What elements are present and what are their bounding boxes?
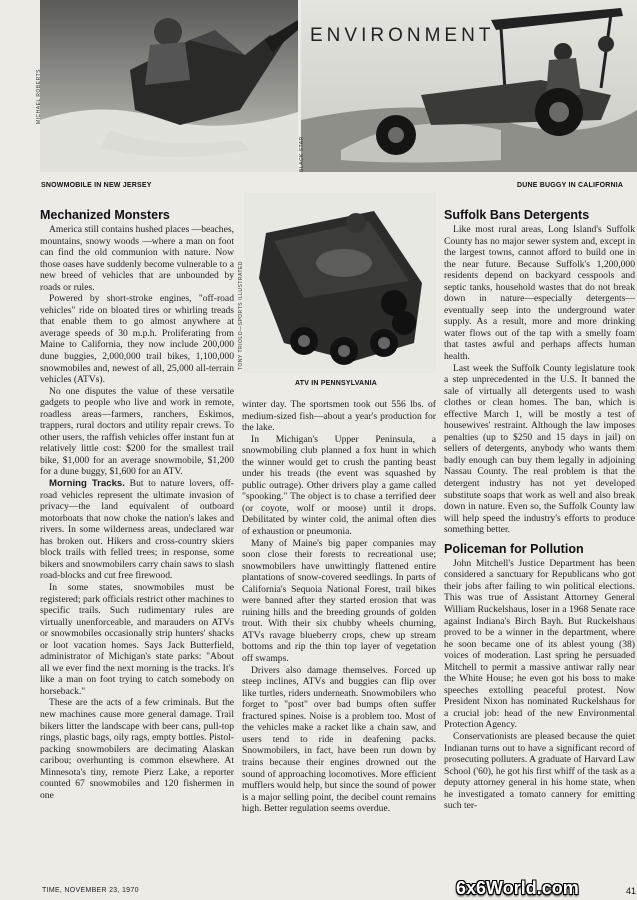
site-watermark: 6x6World.com [456, 878, 579, 898]
article1-paragraph-4 [40, 478, 234, 582]
article2-paragraph-2: Last week the Suffolk County legislature took a step unprecedented in the U.S. It banned the sale of virtually all detergents used to wash clothes or clean homes. The ban, which is effective March 1, will be mostly a test of housewives' restraint. Although the law imposes penalties (up to $250 and 15 days in jail) on sellers of detergents, anybody who wants them badly enough can buy them legally in adjoining Nassau County. The real problem is that the detergent industry has not yet developed substitute soaps that work as well and also break down in nature. Even so, the Suffolk County law will help speed the industry's efforts to produce something better. [444, 362, 635, 536]
issue-date-footer: TIME, NOVEMBER 23, 1970 [42, 887, 139, 894]
atv-caption: ATV IN PENNSYLVANIA [295, 380, 377, 387]
section-title: ENVIRONMENT [310, 25, 495, 46]
snowmobile-caption: SNOWMOBILE IN NEW JERSEY [41, 182, 152, 189]
atv-photo-credit: TONY TRIOLO—SPORTS ILLUSTRATED [238, 260, 244, 370]
dune-buggy-caption: DUNE BUGGY IN CALIFORNIA [517, 182, 624, 189]
article1-paragraph-5: In some states, snowmobiles must be registered; park officials restrict other machines to specific trails. Such rudimentary rules are virtually unenforceable, and marauders on ATVs or snowmobiles occasionally strip hunters' shacks or loot vacation homes. Says Jack Butterfield, administrator of Michigan's state parks: "About all we ever find the next morning is the tracks. It's like a man on foot trying to catch somebody on horseback." [40, 581, 234, 697]
article-column-3 [444, 208, 635, 886]
article2-paragraph-1: Like most rural areas, Long Island's Suffolk County has no major sewer system and, except in the largest towns, cannot afford to build one in the near future. Because Suffolk's 1,200,000 residents depend on backyard cesspools and septic tanks, household wastes that do not break down in nature—especially detergents—eventually seep into the underground water supply. As a result, more and more drinking water flows out of the tap with a smelly foam that tastes awful and perhaps affects human health. [444, 224, 635, 363]
article1-paragraph-10: Drivers also damage themselves. Forced up steep inclines, ATVs and buggies can flip over like turtles, riders underneath. Snowmobilers who forget to "post" over bad bumps often suffer fractured spines. Noise is a problem too. Most of the vehicles make a racket like a chain saw, and users tend to ride in deafening packs. Snowmobilers, in fact, have been run down by trains because their engines drowned out the sound of approaching locomotives. More efficient mufflers would help, but since the sound of power is a major selling point, the decibel count remains high. Better regulation seems overdue. [242, 664, 436, 815]
article-column-1 [40, 208, 234, 886]
article-headline-mechanized-monsters: Mechanized Monsters [40, 208, 170, 222]
article-headline-suffolk-bans-detergents: Suffolk Bans Detergents [444, 208, 590, 222]
snowmobile-photo-credit: MICHAEL ROBERTS [36, 68, 42, 124]
article1-paragraph-8: In Michigan's Upper Peninsula, a snowmobiling club planned a fox hunt in which the winner would get to crush the panting beast under his treads (the event was squashed by public outrage). Other drivers play a game called "spooking." The object is to chase a terrified deer (or coyote, wolf or moose) until it drops. Debilitated by winter cold, the animal often dies of exhaustion or pneumonia. [242, 433, 436, 538]
article1-paragraph-4-text: But to nature lovers, off-road vehicles represent the ultimate invasion of privacy—the land equivalent of outboard motorboats that now choke the nation's lakes and rivers. In some wilderness areas, undeclared war has broken out. Hikers and cross-country skiers block trails with felled trees; in response, some bikers and snowmobilers carry chain saws to slash road-blocks and cut free firewood. [40, 478, 234, 582]
article1-paragraph-1: America still contains hushed places —beaches, mountains, snowy woods —where a man on foot can find the old communion with nature. Now those oases have suddenly become vulnerable to a new breed of vehicles that are unbounded by roads or rules. [40, 224, 234, 293]
article-headline-policeman-for-pollution: Policeman for Pollution [444, 541, 584, 556]
article1-paragraph-2: Powered by short-stroke engines, "off-road vehicles" ride on bloated tires or whirling treads that enable them to go almost anywhere at average speeds of 30 m.p.h. Proliferating from Maine to California, they now include 200,000 dune buggies, 2,000,000 trail bikes, 1,100,000 snowmobiles and, newest of all, 25,000 all-terrain vehicles (ATVs). [40, 293, 234, 386]
subhead-morning-tracks: Morning Tracks. [49, 478, 125, 490]
article-column-2 [242, 399, 436, 886]
snowmobile-photo [40, 0, 298, 172]
dune-buggy-photo-credit: BLACK STAR [299, 136, 305, 172]
article3-paragraph-2: Conservationists are pleased because the quiet Indianan turns out to have a significant record of prosecuting polluters. A graduate of Harvard Law School ('60), he got his first whiff of the task as a deputy attorney general in his home state, when he investigated a tomato cannery for emitting such ter- [444, 730, 635, 812]
article1-paragraph-9: Many of Maine's big paper companies may soon close their forests to recreational use; snowmobilers have unwittingly flattened entire plantations of snow-covered seedlings. In parts of California's Sequoia National Forest, trail bikes were banned after they started erosion that was ruining hills and the breeding grounds of golden trout. With their six chubby wheels churning, ATVs ravage blueberry crops, chew up stream bottoms and rip the thin top layer of vegetation off swamps. [242, 537, 436, 665]
page-number: 41 [626, 886, 637, 896]
atv-photo [244, 193, 436, 373]
article1-paragraph-3: No one disputes the value of these versatile gadgets to people who live and work in remote, roadless areas—farmers, ranchers, Eskimos, trappers, rural doctors and utility repair crews. To other users, the raffish vehicles offer instant fun at relatively little cost: $200 for the smallest trail bike, $1,000 for an average snowmobile, $1,200 for a dune buggy, $1,600 for an ATV. [40, 385, 234, 478]
article1-paragraph-7: winter day. The sportsmen took out 556 lbs. of medium-sized fish—about a year's production for the lake. [242, 399, 436, 434]
article1-paragraph-6: These are the acts of a few criminals. But the new machines cause more general damage. Trail bikers litter the landscape with beer cans, pull-top rings, plastic bags, oily rags, empty bottles. Pistol-packing snowmobilers are decimating Alaskan caribou; overhunting is common elsewhere. At Minnesota's tiny, remote Pierz Lake, a reporter counted 67 snowmobiles and 120 fishermen in one [40, 697, 234, 801]
article3-paragraph-1: John Mitchell's Justice Department has been considered a sanctuary for Republicans who got their jobs after failing to win political elections. This was true of Assistant Attorney General William Ruckelshaus, loser in a 1968 Senate race against Indiana's Birch Bayh. But Ruckelshaus proved to be a winner in the department, where he soon became one of its ablest young (38) voices of moderation. Last spring he persuaded Mitchell to permit a massive antiwar rally near the White House; he even got his boss to make speeches extolling peaceful protest. Now President Nixon has nominated Ruckelshaus for a crucial job: head of the new Environmental Protection Agency. [444, 557, 635, 731]
